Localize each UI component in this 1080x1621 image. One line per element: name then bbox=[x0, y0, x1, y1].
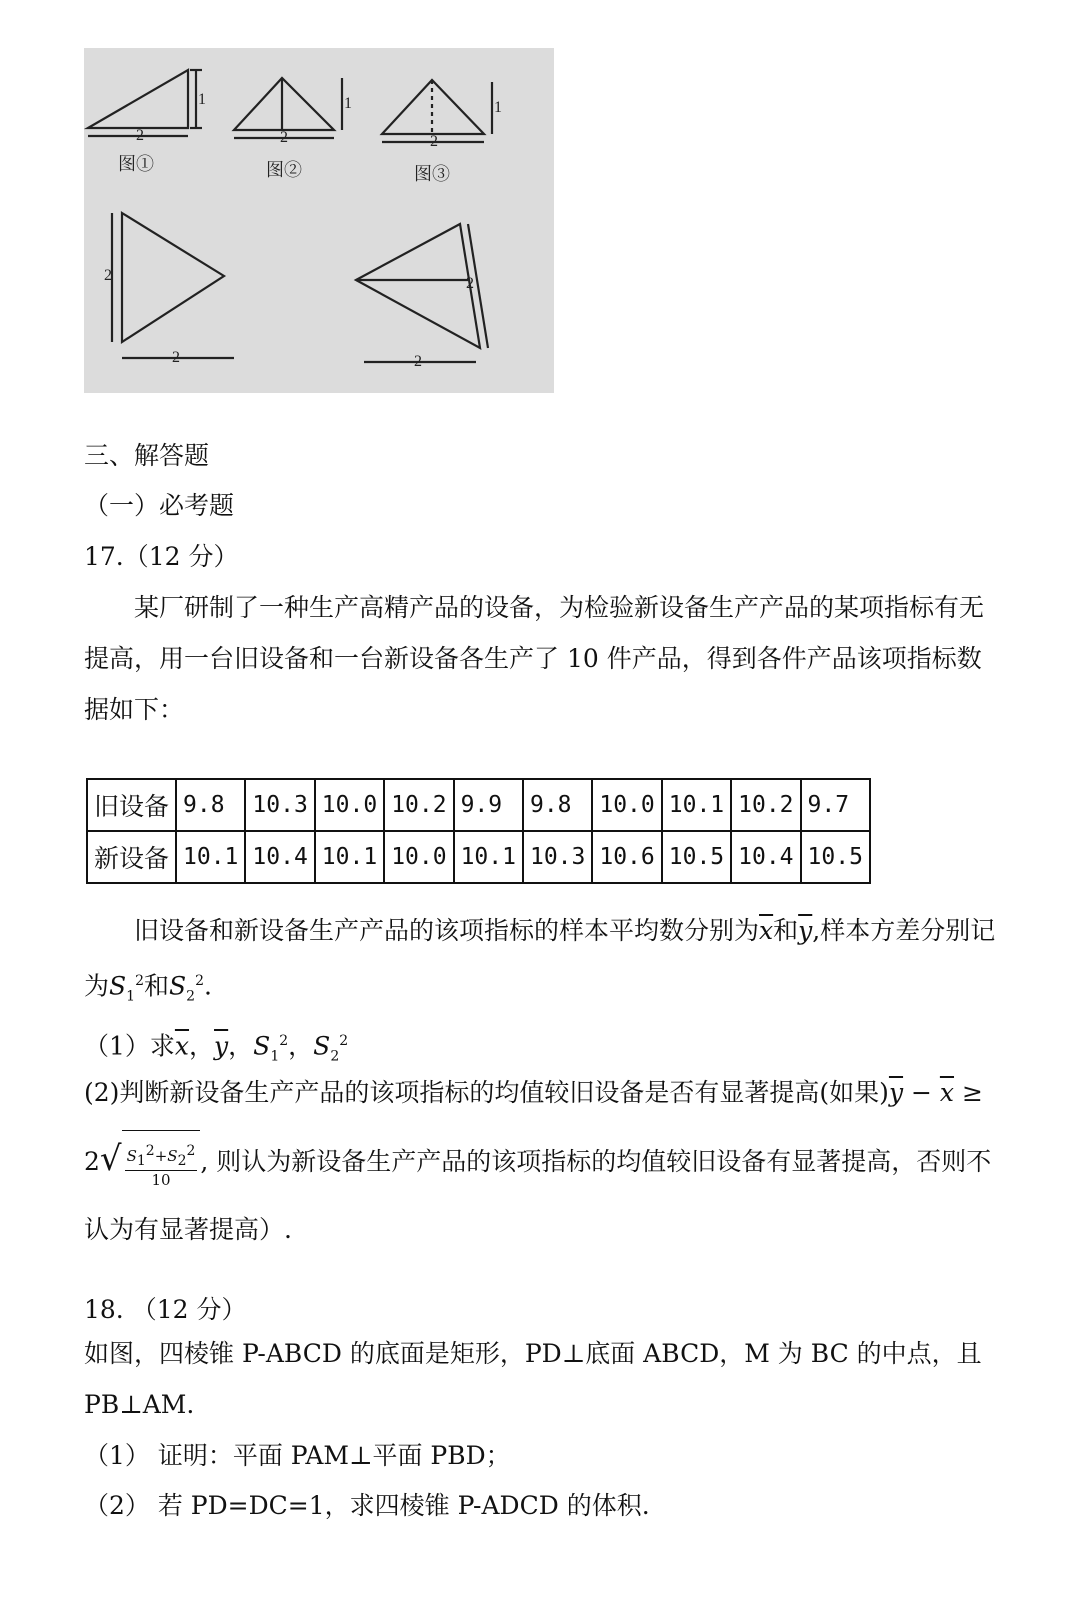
three-view-diagram bbox=[84, 48, 554, 393]
fig4-triangle bbox=[122, 213, 224, 342]
desc-text: 和 bbox=[144, 971, 170, 1001]
table-cell: 9.7 bbox=[801, 779, 870, 831]
table-cell: 10.0 bbox=[384, 831, 453, 883]
figure-caption: 图② bbox=[266, 160, 302, 180]
dim-label: 2 bbox=[466, 275, 474, 292]
dim-label: 1 bbox=[494, 99, 502, 116]
row-label: 旧设备 bbox=[87, 779, 176, 831]
table-cell: 10.5 bbox=[662, 831, 731, 883]
table-cell: 9.8 bbox=[176, 779, 245, 831]
table-cell: 10.2 bbox=[384, 779, 453, 831]
q17-part2: (2)判断新设备生产产品的该项指标的均值较旧设备是否有显著提高(如果)$\overline{y} - \overline{x} \ge 2√$ $\frac{S_1^2+S_2^2}{10}$ , 则认为新设备生产产品的该项指标的均值较旧设备有显著提高，否则不认为有显著提高）. bbox=[84, 1078, 992, 1244]
desc-text: 和 bbox=[773, 916, 799, 945]
table-row-new bbox=[87, 831, 870, 883]
q18-part2: （2） 若 PD=DC=1，求四棱锥 P-ADCD 的体积. bbox=[84, 1491, 650, 1520]
table-cell: 9.9 bbox=[454, 779, 523, 831]
desc-text: 旧设备和新设备生产产品的该项指标的样本平均数分别为 bbox=[134, 916, 760, 945]
dim-label: 2 bbox=[280, 129, 288, 146]
part1-prefix: （1）求 bbox=[84, 1031, 175, 1061]
part2-text: , 则认为新设备生产产品的该项指标的均值较旧设备有显著提高，否则不认为有显著提高）. bbox=[84, 1147, 992, 1244]
q17-intro: 某厂研制了一种生产高精产品的设备，为检验新设备生产产品的某项指标有无提高，用一台旧设备和一台新设备各生产了 10 件产品，得到各件产品该项指标数据如下： bbox=[84, 593, 985, 724]
dim-label: 1 bbox=[198, 91, 206, 108]
table-cell: 10.3 bbox=[245, 779, 314, 831]
table-cell: 10.6 bbox=[592, 831, 661, 883]
table-cell: 10.2 bbox=[731, 779, 800, 831]
sqrt-fraction: $\frac{S_1^2+S_2^2}{10}$ bbox=[122, 1130, 201, 1197]
fig2-triangle bbox=[234, 78, 334, 130]
dim-label: 2 bbox=[414, 353, 422, 370]
fig1-triangle bbox=[88, 70, 188, 128]
q17-part1: （1）求$\overline{x}$，$\overline{y}$，$S_1^2$，$S_2^2$ bbox=[84, 1031, 349, 1065]
dim-label: 2 bbox=[136, 127, 144, 144]
figure-caption: 图① bbox=[118, 154, 154, 174]
table-cell: 10.5 bbox=[801, 831, 870, 883]
q18-intro: 如图，四棱锥 P-ABCD 的底面是矩形，PD⊥底面 ABCD，M 为 BC 的中点，且 PB⊥AM. bbox=[84, 1339, 982, 1419]
table-cell: 10.1 bbox=[176, 831, 245, 883]
q17-description: 旧设备和新设备生产产品的该项指标的样本平均数分别为$\overline{x}$和$\overline{y}$,样本方差分别记为$S_1^2$和$S_2^2$. bbox=[84, 916, 996, 1005]
table-cell: 10.3 bbox=[523, 831, 592, 883]
q17-header: 17.（12 分） bbox=[84, 542, 239, 571]
table-cell: 10.4 bbox=[731, 831, 800, 883]
table-cell: 10.0 bbox=[592, 779, 661, 831]
figure-caption: 图③ bbox=[414, 164, 450, 184]
dim-label: 1 bbox=[344, 95, 352, 112]
table-cell: 10.1 bbox=[662, 779, 731, 831]
dim-label: 2 bbox=[104, 267, 112, 284]
table-cell: 10.1 bbox=[315, 831, 384, 883]
table-cell: 10.4 bbox=[245, 831, 314, 883]
desc-text: ,样本方差分别记为 bbox=[84, 916, 996, 1001]
dim-label: 2 bbox=[172, 349, 180, 366]
q18-header: 18. （12 分） bbox=[84, 1295, 247, 1324]
q18-part1: （1） 证明：平面 PAM⊥平面 PBD； bbox=[84, 1441, 511, 1470]
table-cell: 10.0 bbox=[315, 779, 384, 831]
section-title: 三、解答题 bbox=[84, 441, 210, 470]
table-cell: 10.1 bbox=[454, 831, 523, 883]
three-view-figure-photo bbox=[84, 48, 554, 393]
part2-text: (2)判断新设备生产产品的该项指标的均值较旧设备是否有显著提高(如果) bbox=[84, 1078, 889, 1107]
row-label: 新设备 bbox=[87, 831, 176, 883]
subsection-title: （一）必考题 bbox=[84, 491, 235, 520]
dim-label: 2 bbox=[430, 133, 438, 150]
q17-data-table bbox=[86, 778, 871, 884]
fig5-triangle bbox=[356, 224, 480, 348]
table-cell: 9.8 bbox=[523, 779, 592, 831]
table-row-old bbox=[87, 779, 870, 831]
